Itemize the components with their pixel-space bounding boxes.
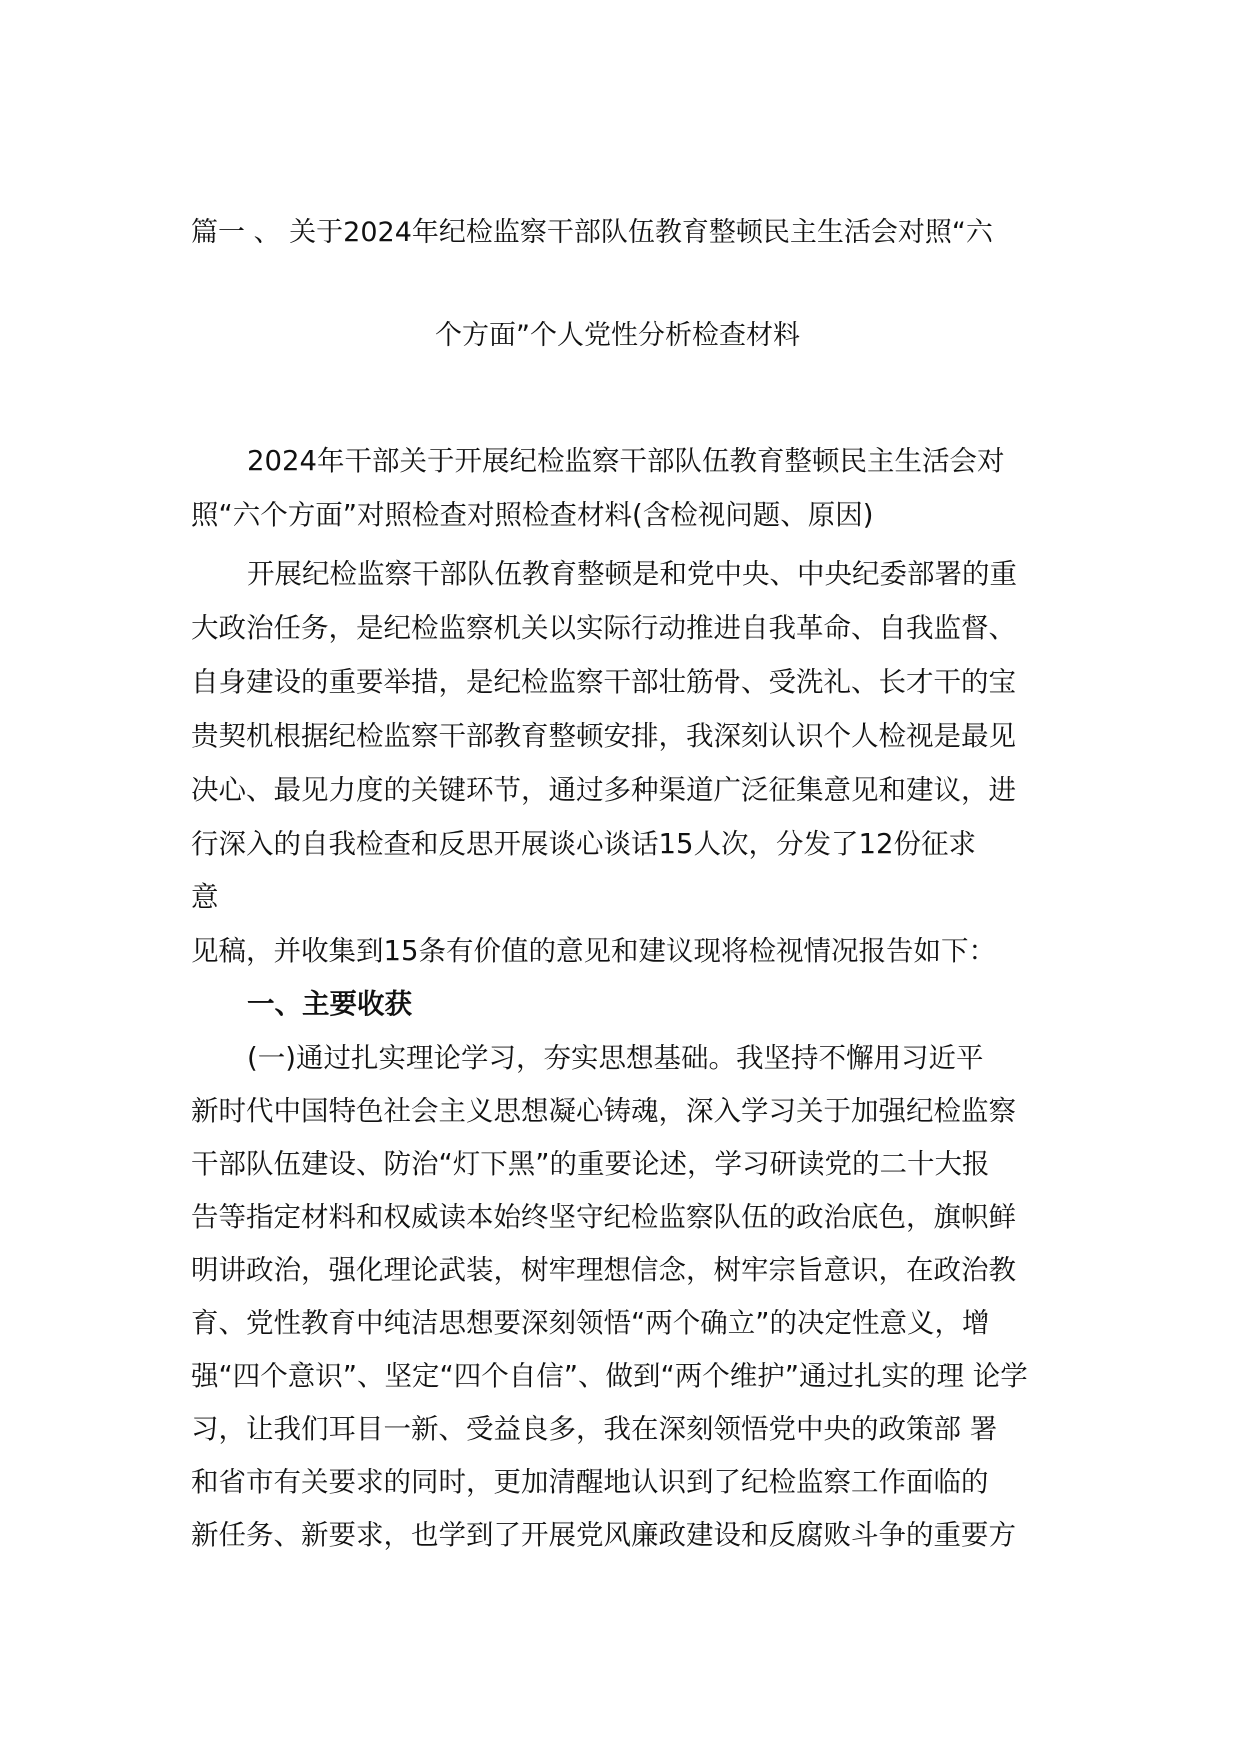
body-line: 开展纪检监察干部队伍教育整顿是和党中央、中央纪委部署的重 (247, 558, 1017, 590)
body-line: 意 (191, 881, 219, 913)
document-title-line-2: 个方面”个人党性分析检查材料 (435, 320, 800, 351)
body-line: 2024年干部关于开展纪检监察干部队伍教育整顿民主生活会对 (247, 445, 1005, 477)
body-line: 和省市有关要求的同时，更加清醒地认识到了纪检监察工作面临的 (191, 1466, 989, 1498)
body-line: 习，让我们耳目一新、受益良多，我在深刻领悟党中央的政策部 署 (191, 1413, 998, 1445)
body-line: 育、党性教育中纯洁思想要深刻领悟“两个确立”的决定性意义，增 (191, 1307, 990, 1339)
body-line: 明讲政治，强化理论武装，树牢理想信念，树牢宗旨意识，在政治教 (191, 1254, 1016, 1286)
body-line: 新时代中国特色社会主义思想凝心铸魂，深入学习关于加强纪检监察 (191, 1095, 1016, 1127)
body-line: 大政治任务，是纪检监察机关以实际行动推进自我革命、自我监督、 (191, 612, 1016, 644)
body-line: 行深入的自我检查和反思开展谈心谈话15人次，分发了12份征求 (191, 828, 976, 860)
body-line: (一)通过扎实理论学习，夯实思想基础。我坚持不懈用习近平 (247, 1042, 984, 1074)
document-title-line-1: 篇一 、 关于2024年纪检监察干部队伍教育整顿民主生活会对照“六 (191, 217, 993, 248)
body-line: 见稿，并收集到15条有价值的意见和建议现将检视情况报告如下： (191, 935, 996, 967)
body-line: 贵契机根据纪检监察干部教育整顿安排，我深刻认识个人检视是最见 (191, 720, 1016, 752)
body-line: 自身建设的重要举措，是纪检监察干部壮筋骨、受洗礼、长才干的宝 (191, 666, 1016, 698)
body-line: 告等指定材料和权威读本始终坚守纪检监察队伍的政治底色，旗帜鲜 (191, 1201, 1016, 1233)
section-heading: 一、主要收获 (247, 988, 412, 1020)
body-line: 干部队伍建设、防治“灯下黑”的重要论述，学习研读党的二十大报 (191, 1148, 990, 1180)
body-line: 决心、最见力度的关键环节，通过多种渠道广泛征集意见和建议，进 (191, 774, 1016, 806)
body-line: 新任务、新要求，也学到了开展党风廉政建设和反腐败斗争的重要方 (191, 1519, 1016, 1551)
body-line: 强“四个意识”、坚定“四个自信”、做到“两个维护”通过扎实的理 论学 (191, 1360, 1028, 1392)
body-line: 照“六个方面”对照检查对照检查材料(含检视问题、原因) (191, 499, 874, 531)
